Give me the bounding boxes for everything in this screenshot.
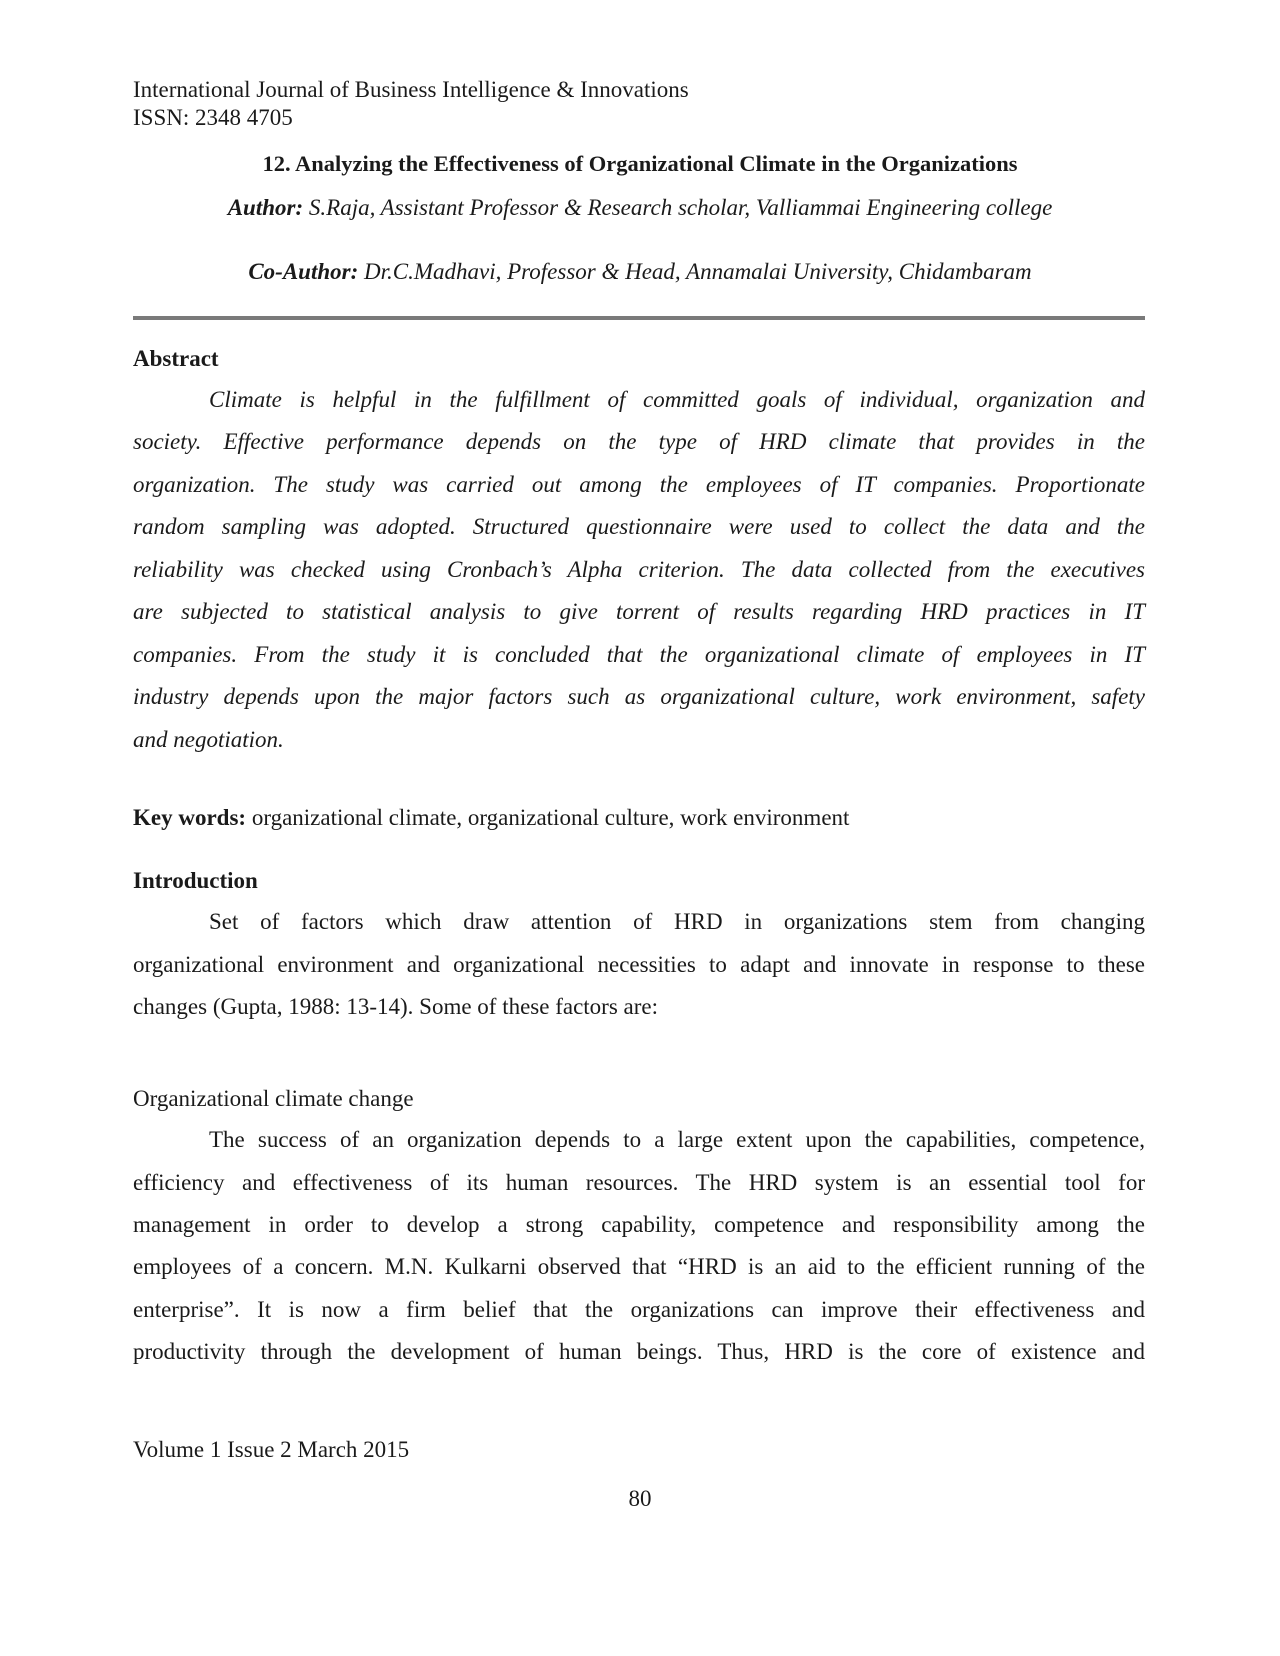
- keywords-text: organizational climate, organizational culture, work environment: [246, 805, 850, 830]
- introduction-line: Set of factors which draw attention of HRD in organizations stem from changing: [209, 909, 1145, 934]
- footer-volume-issue: Volume 1 Issue 2 March 2015: [133, 1437, 410, 1462]
- journal-name: International Journal of Business Intelligence & Innovations: [133, 77, 689, 102]
- keywords: [133, 804, 849, 832]
- coauthor-details: Dr.C.Madhavi, Professor & Head, Annamalai University, Chidambaram: [358, 259, 1032, 284]
- section-line: enterprise”. It is now a firm belief that the organizations can improve their effectiveness and: [133, 1297, 1145, 1322]
- page-number: 80: [628, 1486, 652, 1511]
- abstract-line: and negotiation.: [133, 727, 284, 752]
- abstract-line: companies. From the study it is concluded that the organizational climate of employees in IT: [133, 642, 1145, 667]
- abstract-heading: Abstract: [133, 346, 219, 371]
- section-line: employees of a concern. M.N. Kulkarni observed that “HRD is an aid to the efficient running of the: [133, 1254, 1145, 1279]
- article-title: 12. Analyzing the Effectiveness of Organizational Climate in the Organizations: [262, 151, 1018, 176]
- author-line: [0, 194, 1280, 222]
- coauthor-line: [0, 258, 1280, 286]
- coauthor-label: Co-Author:: [248, 259, 359, 284]
- section-line: efficiency and effectiveness of its human resources. The HRD system is an essential tool for: [133, 1170, 1145, 1195]
- keywords-label: Key words:: [133, 805, 247, 830]
- author-details: S.Raja, Assistant Professor & Research scholar, Valliammai Engineering college: [303, 195, 1053, 220]
- introduction-line: changes (Gupta, 1988: 13-14). Some of these factors are:: [133, 994, 659, 1019]
- introduction-heading: Introduction: [133, 868, 258, 893]
- author-label: Author:: [227, 195, 304, 220]
- abstract-line: are subjected to statistical analysis to give torrent of results regarding HRD practices in IT: [133, 599, 1145, 624]
- abstract-line: Climate is helpful in the fulfillment of committed goals of individual, organization and: [209, 387, 1145, 412]
- header-divider: [133, 316, 1145, 320]
- abstract-line: organization. The study was carried out among the employees of IT companies. Proportionate: [133, 472, 1145, 497]
- section-heading: Organizational climate change: [133, 1086, 414, 1111]
- introduction-line: organizational environment and organizational necessities to adapt and innovate in response to these: [133, 952, 1145, 977]
- abstract-line: random sampling was adopted. Structured questionnaire were used to collect the data and the: [133, 514, 1145, 539]
- abstract-line: society. Effective performance depends on the type of HRD climate that provides in the: [133, 429, 1145, 454]
- abstract-line: industry depends upon the major factors such as organizational culture, work environment, safety: [133, 684, 1145, 709]
- section-line: productivity through the development of human beings. Thus, HRD is the core of existence and: [133, 1339, 1145, 1364]
- abstract-line: reliability was checked using Cronbach’s Alpha criterion. The data collected from the executives: [133, 557, 1145, 582]
- journal-issn: ISSN: 2348 4705: [133, 105, 293, 130]
- section-line: management in order to develop a strong capability, competence and responsibility among the: [133, 1212, 1145, 1237]
- section-line: The success of an organization depends to a large extent upon the capabilities, competence,: [209, 1127, 1145, 1152]
